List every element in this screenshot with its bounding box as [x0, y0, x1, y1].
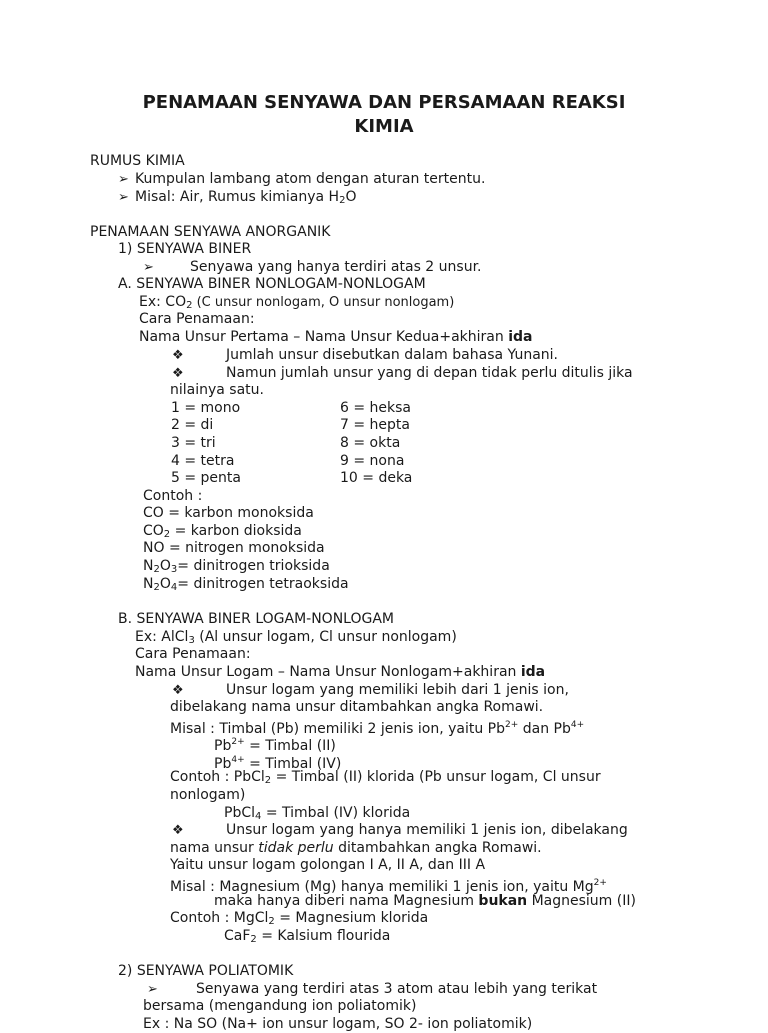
b-contoh-pbcl2: Contoh : PbCl$_2$ = Timbal (II) klorida (Pb unsur logam, Cl unsur: [170, 769, 601, 786]
a-example-row: $N_2O_4=$ dinitrogen tetraoksida: [143, 576, 349, 593]
diamond-bullet-icon: ❖: [172, 348, 184, 363]
b-yaitu-golongan: Yaitu unsur logam golongan I A, II A, dan III A: [170, 857, 486, 873]
b-example: Ex: AlCl$_3$ (Al unsur logam, Cl unsur nonlogam): [135, 629, 457, 646]
b-pb4-row: $Pb^{4+}$ = Timbal (IV): [214, 755, 342, 772]
greek-number-right: 7 = hepta: [340, 417, 410, 433]
poliatomik-example-cut: Ex : Na SO (Na+ ion unsur logam, SO 2- ion poliatomik): [143, 1016, 533, 1032]
b-detail-2a: Unsur logam yang hanya memiliki 1 jenis ion, dibelakang: [226, 822, 628, 838]
arrow-bullet-icon: ➢: [118, 172, 129, 187]
rumus-bullet-1: Kumpulan lambang atom dengan aturan tertentu.: [135, 171, 486, 187]
b-pbcl4-row: PbCl$_4$ = Timbal (IV) klorida: [224, 805, 411, 822]
greek-number-left: 5 = penta: [171, 470, 241, 486]
greek-number-left: 3 = tri: [171, 435, 216, 451]
b-caf2-row: CaF$_2$ = Kalsium flourida: [224, 928, 391, 945]
page-title-line-2: KIMIA: [354, 116, 414, 137]
senyawa-biner-definition: Senyawa yang hanya terdiri atas 2 unsur.: [190, 259, 482, 275]
greek-number-right: 10 = deka: [340, 470, 413, 486]
subsection-senyawa-biner: 1) SENYAWA BINER: [118, 241, 252, 257]
b-pb2-row: $Pb^{2+}$ = Timbal (II): [214, 737, 336, 754]
b-cara-penamaan: Cara Penamaan:: [135, 646, 251, 662]
arrow-bullet-icon: ➢: [143, 260, 154, 275]
b-misal-magnesium: Misal : Magnesium (Mg) hanya memiliki 1 jenis ion, yaitu $Mg^{2+}$: [170, 878, 607, 895]
diamond-bullet-icon: ❖: [172, 683, 184, 698]
a-naming-rule: Nama Unsur Pertama – Nama Unsur Kedua+akhiran ida: [139, 329, 533, 345]
rumus-bullet-2: Misal: Air, Rumus kimianya $H_2O$: [135, 189, 357, 206]
a-example-row: $N_2O_3=$ dinitrogen trioksida: [143, 558, 330, 575]
arrow-bullet-icon: ➢: [118, 190, 129, 205]
a-contoh-label: Contoh :: [143, 488, 203, 504]
subsection-poliatomik: 2) SENYAWA POLIATOMIK: [118, 963, 294, 979]
greek-number-right: 6 = heksa: [340, 400, 412, 416]
a-example: Ex: $CO_2$ (C unsur nonlogam, O unsur nonlogam): [139, 294, 455, 311]
a-detail-1: Jumlah unsur disebutkan dalam bahasa Yunani.: [226, 347, 558, 363]
b-detail-1a: Unsur logam yang memiliki lebih dari 1 jenis ion,: [226, 682, 569, 698]
b-contoh-continued: nonlogam): [170, 787, 246, 803]
greek-number-left: 2 = di: [171, 417, 214, 433]
diamond-bullet-icon: ❖: [172, 366, 184, 381]
a-example-row: CO = karbon monoksida: [143, 505, 314, 521]
greek-number-right: 9 = nona: [340, 453, 405, 469]
a-detail-2b: nilainya satu.: [170, 382, 264, 398]
poliatomik-definition-b: bersama (mengandung ion poliatomik): [143, 998, 417, 1014]
a-example-row: $CO_2$ = karbon dioksida: [143, 523, 302, 540]
poliatomik-definition-a: Senyawa yang terdiri atas 3 atom atau lebih yang terikat: [196, 981, 598, 997]
b-naming-rule: Nama Unsur Logam – Nama Unsur Nonlogam+akhiran ida: [135, 664, 546, 680]
b-contoh-mgcl2: Contoh : MgCl$_2$ = Magnesium klorida: [170, 910, 429, 927]
greek-number-right: 8 = okta: [340, 435, 401, 451]
b-detail-1b: dibelakang nama unsur ditambahkan angka Romawi.: [170, 699, 544, 715]
section-heading-anorganik: PENAMAAN SENYAWA ANORGANIK: [90, 224, 331, 240]
arrow-bullet-icon: ➢: [147, 982, 158, 997]
greek-number-left: 4 = tetra: [171, 453, 235, 469]
section-heading-rumus-kimia: RUMUS KIMIA: [90, 153, 185, 169]
a-detail-2a: Namun jumlah unsur yang di depan tidak perlu ditulis jika: [226, 365, 633, 381]
greek-number-left: 1 = mono: [171, 400, 241, 416]
subsection-a-heading: A. SENYAWA BINER NONLOGAM-NONLOGAM: [118, 276, 426, 292]
a-example-row: NO = nitrogen monoksida: [143, 540, 325, 556]
subsection-b-heading: B. SENYAWA BINER LOGAM-NONLOGAM: [118, 611, 394, 627]
b-maka-row: maka hanya diberi nama Magnesium bukan Magnesium (II): [214, 893, 636, 909]
diamond-bullet-icon: ❖: [172, 823, 184, 838]
a-cara-penamaan: Cara Penamaan:: [139, 311, 255, 327]
b-detail-2b: nama unsur tidak perlu ditambahkan angka Romawi.: [170, 840, 542, 856]
b-misal-timbal: Misal : Timbal (Pb) memiliki 2 jenis ion, yaitu $Pb^{2+}$ dan $Pb^{4+}$: [170, 720, 585, 737]
page-title-line-1: PENAMAAN SENYAWA DAN PERSAMAAN REAKSI: [142, 92, 626, 113]
